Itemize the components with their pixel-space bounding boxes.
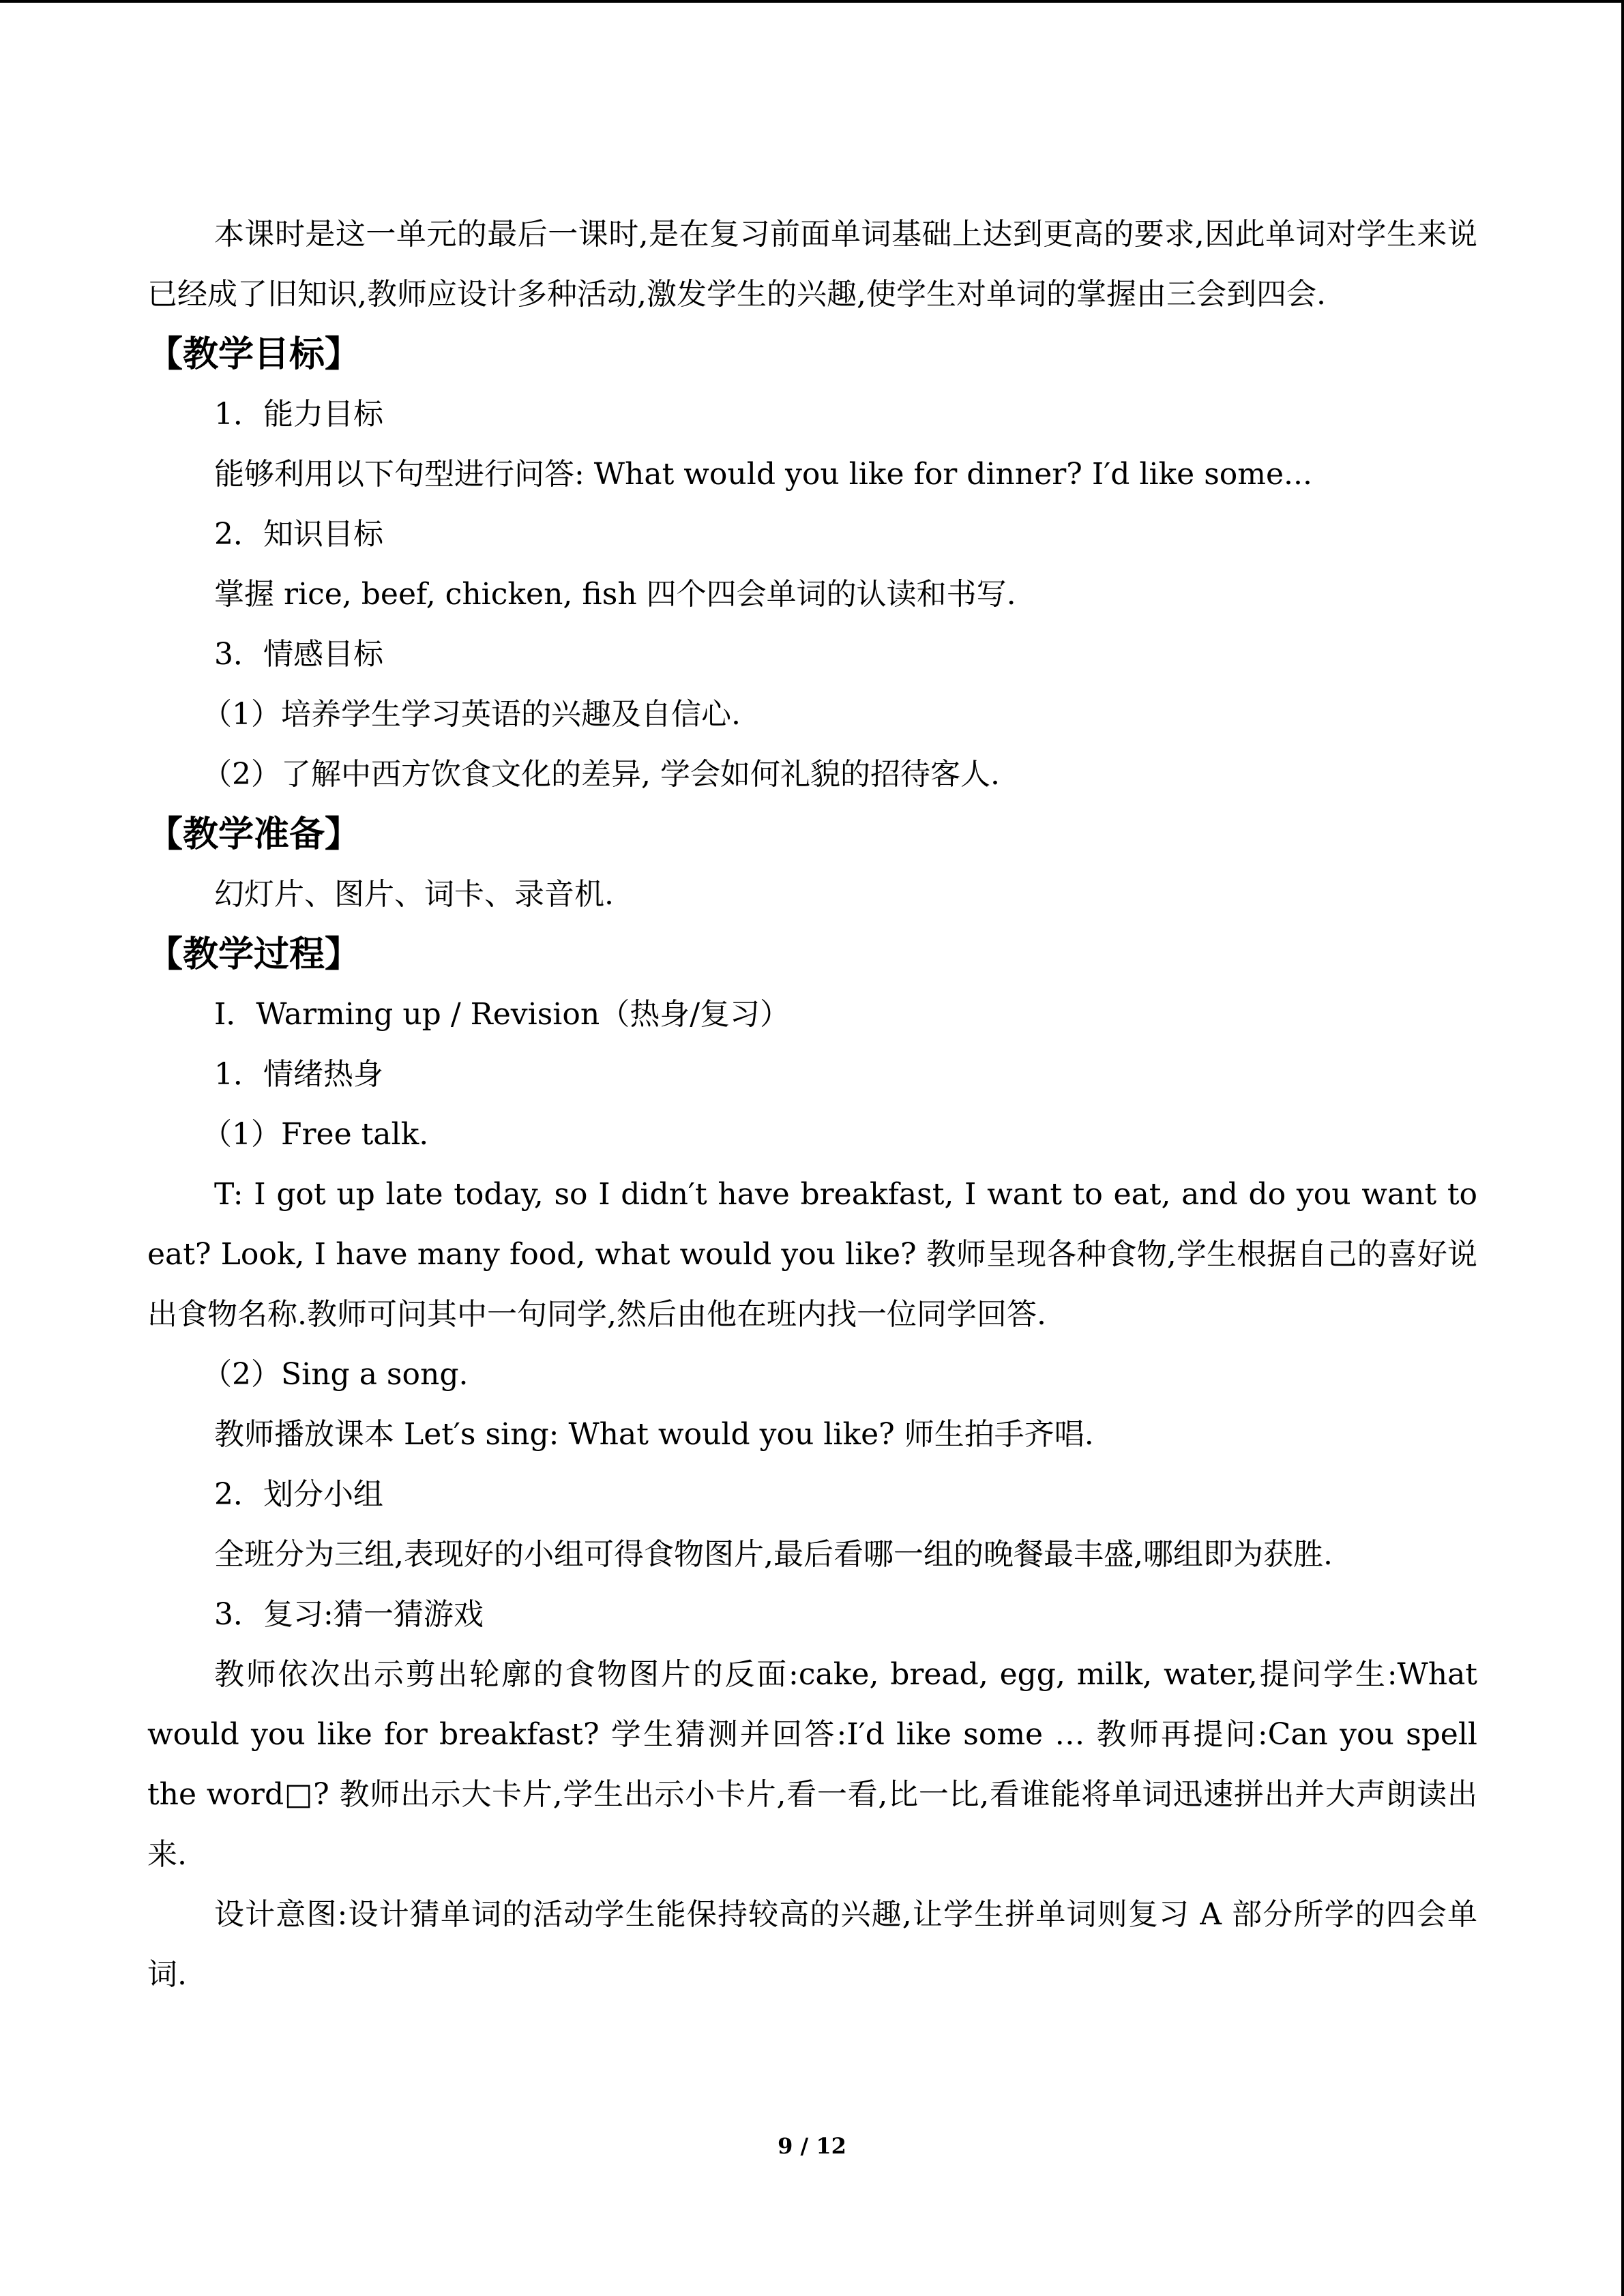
design-note: 设计意图:设计猜单词的活动学生能保持较高的兴趣,让学生拼单词则复习 A 部分所学的四会单词. [147,1897,1477,1992]
step-2-text: 全班分为三组,表现好的小组可得食物图片,最后看哪一组的晚餐最丰盛,哪组即为获胜. [214,1537,1333,1572]
step-1a-text: T: I got up late today, so I didn′t have breakfast, I want to eat, and do you want to eat? Look, I have many food, what would you like? 教师呈现各种食物,学生根据自己的喜好说出食物名称.教师可问其中一句同学,然后由他在班内找一位同学回答. [147,1177,1477,1332]
objective-2-text: 掌握 rice, beef, chicken, fish 四个四会单词的认读和书写. [214,577,1016,612]
objectives-heading: 【教学目标】 [147,334,361,375]
objective-2-title: 2．知识目标 [214,517,383,552]
process-section-1: Ⅰ．Warming up / Revision（热身/复习） [214,997,791,1032]
preparation-text: 幻灯片、图片、词卡、录音机. [214,877,614,912]
objective-3-item-a: （1）培养学生学习英语的兴趣及自信心. [202,697,741,732]
intro-paragraph: 本课时是这一单元的最后一课时,是在复习前面单词基础上达到更高的要求,因此单词对学生来说已经成了旧知识,教师应设计多种活动,激发学生的兴趣,使学生对单词的掌握由三会到四会. [147,217,1477,312]
preparation-heading: 【教学准备】 [147,814,361,855]
page-number: 9 / 12 [778,2133,846,2159]
objective-1-text: 能够利用以下句型进行问答: What would you like for dinner? I′d like some... [214,457,1312,492]
process-heading: 【教学过程】 [147,934,361,975]
objective-3-item-b: （2）了解中西方饮食文化的差异, 学会如何礼貌的招待客人. [202,757,1000,792]
step-1b-text: 教师播放课本 Let′s sing: What would you like? 师生拍手齐唱. [214,1417,1094,1452]
step-3-text: 教师依次出示剪出轮廓的食物图片的反面:cake, bread, egg, milk, water,提问学生:What would you like for breakfast? 学生猜测并回答:I′d like some … 教师再提问:Can you spell the word□? 教师出示大卡片,学生出示小卡片,看一看,比一比,看谁能将单词迅速拼出并大声朗读出来. [147,1657,1477,1872]
step-1b-title: （2）Sing a song. [202,1357,469,1392]
objective-3-title: 3．情感目标 [214,637,383,672]
step-1a-title: （1）Free talk. [202,1117,429,1152]
step-3-title: 3．复习:猜一猜游戏 [214,1597,484,1632]
objective-1-title: 1．能力目标 [214,397,383,432]
step-1-title: 1．情绪热身 [214,1057,383,1092]
document-body [147,205,1477,2005]
page-right-border [1621,0,1624,2296]
page-top-border [0,0,1624,3]
step-2-title: 2．划分小组 [214,1477,383,1512]
